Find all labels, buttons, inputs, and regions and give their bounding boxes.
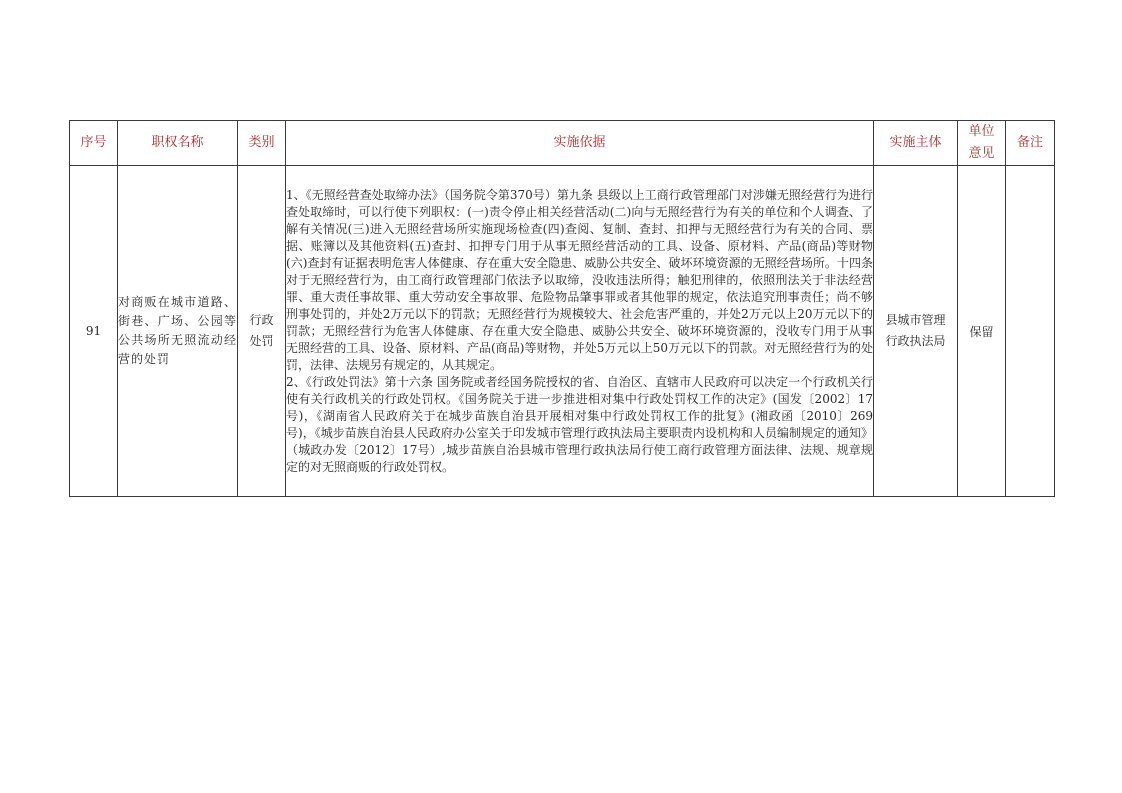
cell-type	[238, 166, 286, 497]
cell-remark	[1006, 166, 1055, 497]
basis-paragraph-1: 1、《无照经营查处取缔办法》（国务院令第370号）第九条 县级以上工商行政管理部门对涉嫌无照经营行为进行查处取缔时，可以行使下列职权：(一)责令停止相关经营活动(二)向与无照经营行为有关的单位和个人调查、了解有关情况(三)进入无照经营场所实施现场检查(四)查阅、复制、查封、扣押与无照经营行为有关的合同、票据、账簿以及其他资料(五)查封、扣押专门用于从事无照经营活动的工具、设备、原材料、产品(商品)等财物(六)查封有证据表明危害人体健康、存在重大安全隐患、威胁公共安全、破坏环境资源的无照经营场所。十四条 对于无照经营行为，由工商行政管理部门依法予以取缔，没收违法所得；触犯刑律的，依照刑法关于非法经营罪、重大责任事故罪、重大劳动安全事故罪、危险物品肇事罪或者其他罪的规定，依法追究刑事责任；尚不够刑事处罚的，并处2万元以下的罚款；无照经营行为规模较大、社会危害严重的，并处2万元以上20万元以下的罚款；无照经营行为危害人体健康、存在重大安全隐患、威胁公共安全、破坏环境资源的，没收专门用于从事无照经营的工具、设备、原材料、产品(商品)等财物，并处5万元以上50万元以下的罚款。对无照经营行为的处罚，法律、法规另有规定的，从其规定。	[286, 187, 873, 372]
cell-seq: 91	[70, 166, 118, 497]
cell-name: 对商贩在城市道路、街巷、广场、公园等公共场所无照流动经营的处罚	[118, 166, 238, 497]
header-subject: 实施主体	[874, 121, 958, 166]
cell-subject-line2: 行政执法局	[885, 334, 946, 348]
header-opinion-line1: 单位	[968, 124, 995, 139]
table-row	[70, 166, 1055, 497]
basis-paragraph-2: 2、《行政处罚法》第十六条 国务院或者经国务院授权的省、自治区、直辖市人民政府可以决定一个行政机关行使有关行政机关的行政处罚权。《国务院关于进一步推进相对集中行政处罚权工作的决定》(国发〔2002〕17号)，《湖南省人民政府关于在城步苗族自治县开展相对集中行政处罚权工作的批复》(湘政函〔2010〕269号)，《城步苗族自治县人民政府办公室关于印发城市管理行政执法局主要职责内设机构和人员编制规定的通知》（城政办发〔2012〕17号）,城步苗族自治县城市管理行政执法局行使工商行政管理方面法律、法规、规章规定的对无照商贩的行政处罚权。	[286, 374, 873, 474]
cell-basis	[286, 166, 874, 497]
cell-subject-line1: 县城市管理	[885, 313, 946, 327]
cell-type-line1: 行政	[249, 313, 274, 327]
header-type: 类别	[238, 121, 286, 166]
cell-opinion: 保留	[958, 166, 1006, 497]
header-basis: 实施依据	[286, 121, 874, 166]
header-opinion	[958, 121, 1006, 166]
header-row	[70, 121, 1055, 166]
header-remark: 备注	[1006, 121, 1055, 166]
cell-subject	[874, 166, 958, 497]
cell-type-line2: 处罚	[249, 334, 274, 348]
header-seq: 序号	[70, 121, 118, 166]
header-name: 职权名称	[118, 121, 238, 166]
header-opinion-line2: 意见	[968, 146, 995, 161]
authority-table	[69, 120, 1055, 497]
